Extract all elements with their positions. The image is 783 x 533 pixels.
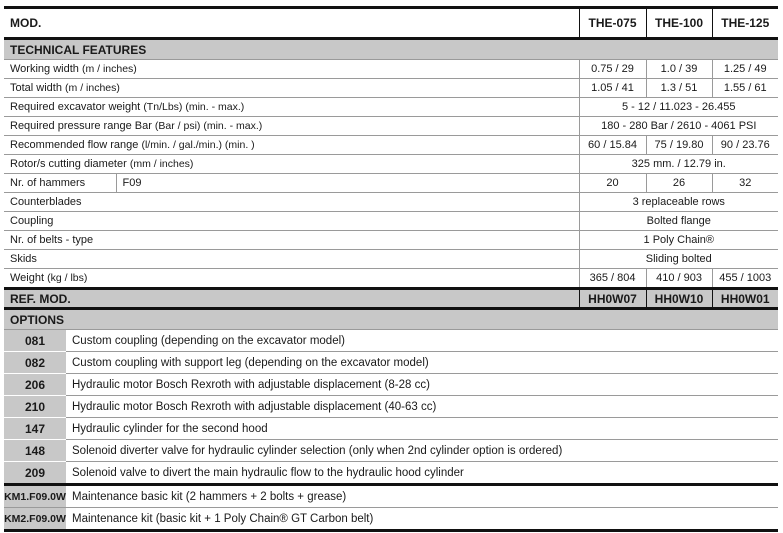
feature-value: 20	[579, 174, 646, 193]
option-description: Custom coupling with support leg (depending on the excavator model)	[66, 352, 778, 374]
ref-mod-row	[4, 289, 778, 309]
feature-label	[4, 79, 579, 98]
feature-value: 1.0 / 39	[646, 60, 712, 79]
kit-row	[4, 508, 778, 531]
feature-name: Skids	[10, 253, 37, 265]
feature-value: 5 - 12 / 11.023 - 26.455	[579, 98, 778, 117]
feature-label	[4, 174, 116, 193]
header-row	[4, 8, 778, 39]
feature-name: Working width	[10, 63, 79, 75]
feature-name: Total width	[10, 82, 62, 94]
option-row	[4, 352, 778, 374]
option-row	[4, 330, 778, 352]
ref-mod-label: REF. MOD.	[4, 289, 579, 309]
feature-name: Nr. of hammers	[10, 177, 86, 189]
kit-description: Maintenance basic kit (2 hammers + 2 bolts + grease)	[66, 485, 778, 508]
feature-value: 1.25 / 49	[712, 60, 778, 79]
kit-code: KM2.F09.0W	[4, 508, 66, 531]
option-code: 081	[4, 330, 66, 352]
feature-value: 1.55 / 61	[712, 79, 778, 98]
feature-value: 1 Poly Chain®	[579, 231, 778, 250]
feature-label	[4, 155, 579, 174]
feature-label	[4, 250, 579, 269]
option-code: 209	[4, 462, 66, 485]
feature-name: Weight	[10, 272, 45, 284]
kit-row	[4, 485, 778, 508]
table-row	[4, 231, 778, 250]
feature-label	[4, 193, 579, 212]
option-code: 147	[4, 418, 66, 440]
feature-value: 75 / 19.80	[646, 136, 712, 155]
kit-description: Maintenance kit (basic kit + 1 Poly Chain® GT Carbon belt)	[66, 508, 778, 531]
feature-value: Bolted flange	[579, 212, 778, 231]
option-row	[4, 440, 778, 462]
feature-label	[4, 231, 579, 250]
option-description: Hydraulic motor Bosch Rexroth with adjustable displacement (8-28 cc)	[66, 374, 778, 396]
feature-value: 365 / 804	[579, 269, 646, 289]
table-row	[4, 212, 778, 231]
feature-unit: (Tn/Lbs) (min. - max.)	[143, 101, 245, 113]
option-row	[4, 374, 778, 396]
option-code: 210	[4, 396, 66, 418]
feature-unit: (m / inches)	[65, 82, 120, 94]
table-row	[4, 79, 778, 98]
feature-unit: (mm / inches)	[129, 158, 194, 170]
feature-value: Sliding bolted	[579, 250, 778, 269]
ref-mod-value: HH0W10	[646, 289, 712, 309]
feature-label	[4, 269, 579, 289]
feature-value: 1.05 / 41	[579, 79, 646, 98]
feature-value: 0.75 / 29	[579, 60, 646, 79]
feature-value: 60 / 15.84	[579, 136, 646, 155]
feature-unit: (l/min. / gal./min.) (min. )	[141, 139, 255, 151]
option-row	[4, 418, 778, 440]
feature-value: 3 replaceable rows	[579, 193, 778, 212]
table-row	[4, 60, 778, 79]
option-description: Hydraulic cylinder for the second hood	[66, 418, 778, 440]
option-code: 206	[4, 374, 66, 396]
options-title: OPTIONS	[4, 309, 778, 330]
feature-sub: F09	[116, 174, 579, 193]
feature-label	[4, 98, 579, 117]
feature-name: Nr. of belts - type	[10, 234, 94, 246]
feature-label	[4, 136, 579, 155]
kit-code: KM1.F09.0W	[4, 485, 66, 508]
model-header: THE-100	[646, 8, 712, 39]
feature-value: 325 mm. / 12.79 in.	[579, 155, 778, 174]
feature-value: 90 / 23.76	[712, 136, 778, 155]
section-header	[4, 39, 778, 60]
feature-label	[4, 212, 579, 231]
feature-name: Required pressure range Bar	[10, 120, 152, 132]
feature-name: Required excavator weight	[10, 101, 141, 113]
spec-table	[4, 6, 778, 532]
feature-value: 410 / 903	[646, 269, 712, 289]
option-code: 082	[4, 352, 66, 374]
feature-name: Rotor/s cutting diameter	[10, 158, 127, 170]
table-row	[4, 269, 778, 289]
mod-label: MOD.	[4, 8, 579, 39]
feature-value: 180 - 280 Bar / 2610 - 4061 PSI	[579, 117, 778, 136]
option-code: 148	[4, 440, 66, 462]
option-row	[4, 396, 778, 418]
ref-mod-value: HH0W01	[712, 289, 778, 309]
feature-name: Counterblades	[10, 196, 82, 208]
option-row	[4, 462, 778, 485]
table-row	[4, 98, 778, 117]
feature-unit: (kg / lbs)	[47, 272, 88, 284]
ref-mod-value: HH0W07	[579, 289, 646, 309]
feature-label	[4, 117, 579, 136]
table-row	[4, 250, 778, 269]
table-row	[4, 174, 778, 193]
feature-value: 26	[646, 174, 712, 193]
option-description: Custom coupling (depending on the excavator model)	[66, 330, 778, 352]
option-description: Solenoid diverter valve for hydraulic cylinder selection (only when 2nd cylinder option is ordered)	[66, 440, 778, 462]
feature-value: 1.3 / 51	[646, 79, 712, 98]
feature-unit: (m / inches)	[81, 63, 137, 75]
feature-value: 32	[712, 174, 778, 193]
table-row	[4, 117, 778, 136]
model-header: THE-125	[712, 8, 778, 39]
option-description: Hydraulic motor Bosch Rexroth with adjustable displacement (40-63 cc)	[66, 396, 778, 418]
feature-name: Coupling	[10, 215, 54, 227]
technical-features-title: TECHNICAL FEATURES	[4, 39, 778, 60]
table-row	[4, 155, 778, 174]
feature-label	[4, 60, 579, 79]
section-header	[4, 309, 778, 330]
feature-value: 455 / 1003	[712, 269, 778, 289]
table-row	[4, 193, 778, 212]
feature-name: Recommended flow range	[10, 139, 139, 151]
table-row	[4, 136, 778, 155]
option-description: Solenoid valve to divert the main hydraulic flow to the hydraulic hood cylinder	[66, 462, 778, 485]
feature-unit: (Bar / psi) (min. - max.)	[154, 120, 263, 132]
model-header: THE-075	[579, 8, 646, 39]
